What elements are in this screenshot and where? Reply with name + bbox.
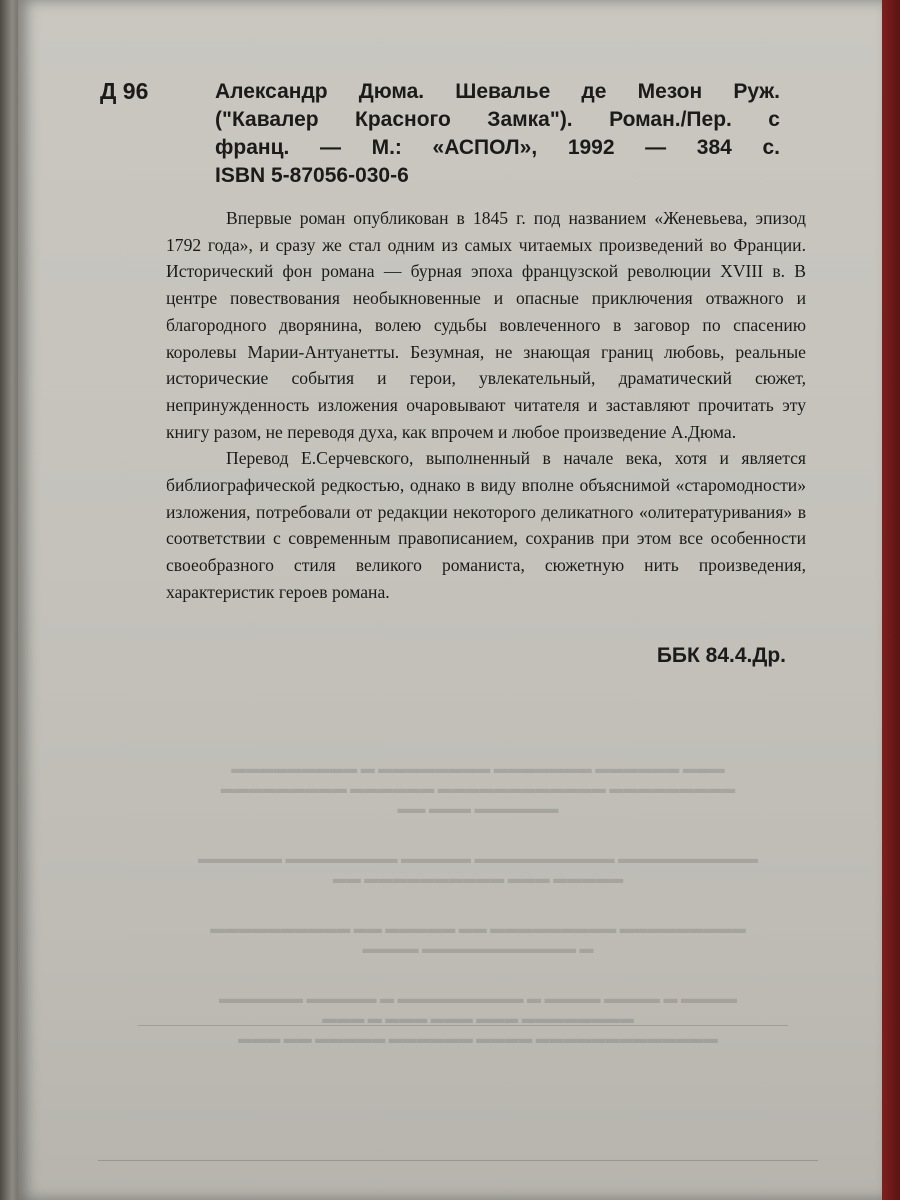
record-line-subtitle: ("Кавалер Красного Замка"). Роман./Пер. с [215,108,780,131]
bleed-through-rule [138,1025,788,1026]
record-line-title: Александр Дюма. Шевалье де Мезон Руж. [215,80,780,103]
book-page [18,0,882,1200]
record-line-publisher: франц. — М.: «АСПОЛ», 1992 — 384 с. [215,136,780,159]
bibliographic-record [215,78,780,190]
bleed-through-rule-bottom [98,1160,818,1161]
bbk-code: ББК 84.4.Др. [656,644,786,667]
annotation-paragraph-1: Впервые роман опубликован в 1845 г. под названием «Женевьева, эпизод 1792 года», и сразу же стал одним из самых читаемых произведений во Франции. Исторический фон романа — бурная эпоха французской революции XVIII в. В центре повествования необыкновенные и опасные приключения отважного и благородного дворянина, волею судьбы вовлеченного в заговор по спасению королевы Марии-Антуанетты. Безумная, не знающая границ любовь, реальные исторические события и герои, увлекательный, драматический сюжет, непринужденность изложения очаровывают читателя и заставляют прочитать эту книгу разом, не переводя духа, как впрочем и любое произведение А.Дюма. [166,208,806,442]
bleed-through-text: ▬▬▬ ▬▬▬▬▬▬ ▬▬▬▬▬▬▬ ▬▬▬▬▬▬▬▬ ▬ ▬▬▬▬▬▬▬▬▬ ▬▬▬▬▬▬▬▬▬ ▬▬▬▬▬▬▬▬▬▬▬▬ ▬▬▬▬▬▬ ▬▬▬▬▬▬▬▬▬ ▬▬▬▬▬▬ ▬▬▬ ▬▬ ▬▬▬▬▬▬▬▬▬▬ ▬▬▬▬▬▬▬▬▬▬ ▬▬▬▬▬ ▬▬▬▬▬▬▬▬ ▬▬▬▬▬▬ ▬▬▬▬▬ ▬▬▬ ▬▬▬▬▬▬▬▬▬▬ ▬▬ ▬▬▬▬▬▬▬▬▬ ▬▬▬▬▬▬▬▬▬ ▬▬ ▬▬▬▬▬ ▬▬ ▬▬▬▬▬▬▬▬▬▬ ▬ ▬▬▬▬▬▬▬▬▬▬▬ ▬▬▬▬ ▬▬▬▬ ▬ ▬▬▬▬ ▬▬▬▬ ▬ ▬▬▬▬▬▬▬▬▬ ▬ ▬▬▬▬▬ ▬▬▬▬▬▬ ▬▬▬▬▬▬▬▬ ▬▬▬ ▬▬▬ ▬▬▬ ▬ ▬▬▬ ▬▬▬▬▬▬▬▬▬▬▬▬▬ ▬▬▬▬ ▬▬▬▬▬▬ ▬▬▬▬▬ ▬▬ ▬▬▬ [198,762,758,1047]
annotation-text [166,205,806,606]
annotation-paragraph-2: Перевод Е.Серчевского, выполненный в начале века, хотя и является библиографической редкостью, однако в виду вполне объяснимой «старомодности» изложения, потребовали от редакции некоторого деликатного «олитературивания» в соответствии с современным правописанием, сохранив при этом все особенности своеобразного стиля великого романиста, сюжетную нить произведения, характеристик героев романа. [166,448,806,602]
isbn: ISBN 5-87056-030-6 [215,164,409,187]
library-code: Д 96 [100,78,149,104]
